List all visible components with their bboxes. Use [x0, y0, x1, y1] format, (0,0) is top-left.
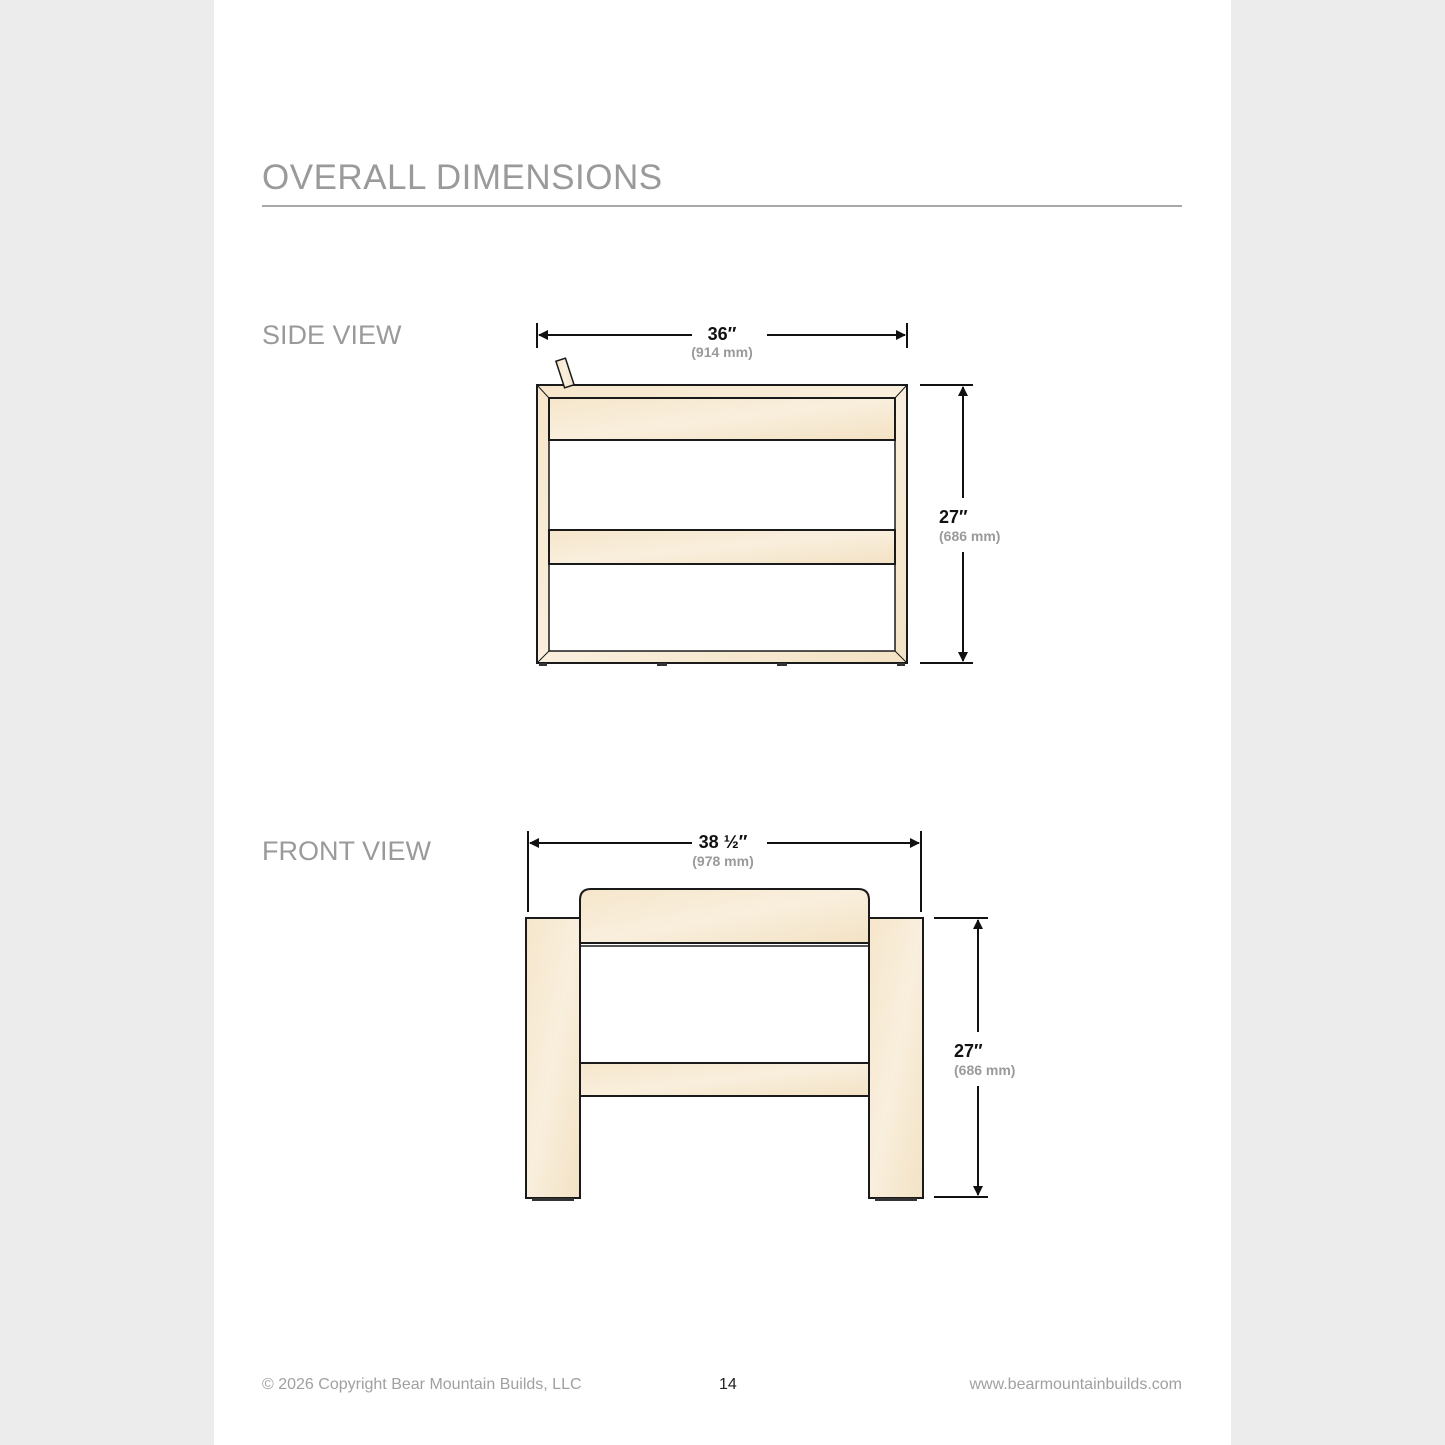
front-height-dim-metric: (686 mm): [954, 1062, 1016, 1078]
front-view-drawing: [526, 831, 1015, 1201]
front-stretcher: [580, 1063, 869, 1096]
front-view-label: FRONT VIEW: [262, 836, 432, 866]
side-width-dim: 36″: [707, 324, 737, 344]
dimension-drawings: [214, 0, 1231, 1445]
side-peg: [556, 358, 574, 388]
front-backrest: [580, 889, 869, 943]
page-number: 14: [719, 1376, 737, 1393]
front-left-leg: [526, 918, 580, 1198]
side-height-dim-metric: (686 mm): [939, 528, 1001, 544]
side-width-dim-metric: (914 mm): [691, 344, 753, 360]
footer-website[interactable]: www.bearmountainbuilds.com: [969, 1376, 1182, 1393]
front-width-dim: 38 ½″: [698, 832, 748, 852]
side-view-drawing: [537, 323, 1000, 666]
side-top-slat: [549, 398, 895, 440]
side-height-dim: 27″: [939, 507, 968, 527]
side-middle-slat: [549, 530, 895, 564]
front-height-dim: 27″: [954, 1041, 983, 1061]
footer-copyright: © 2026 Copyright Bear Mountain Builds, LLC: [262, 1376, 582, 1393]
document-page: [214, 0, 1231, 1445]
front-width-dim-metric: (978 mm): [692, 853, 754, 869]
side-view-label: SIDE VIEW: [262, 320, 402, 350]
front-right-leg: [869, 918, 923, 1198]
page-title: OVERALL DIMENSIONS: [262, 158, 663, 197]
